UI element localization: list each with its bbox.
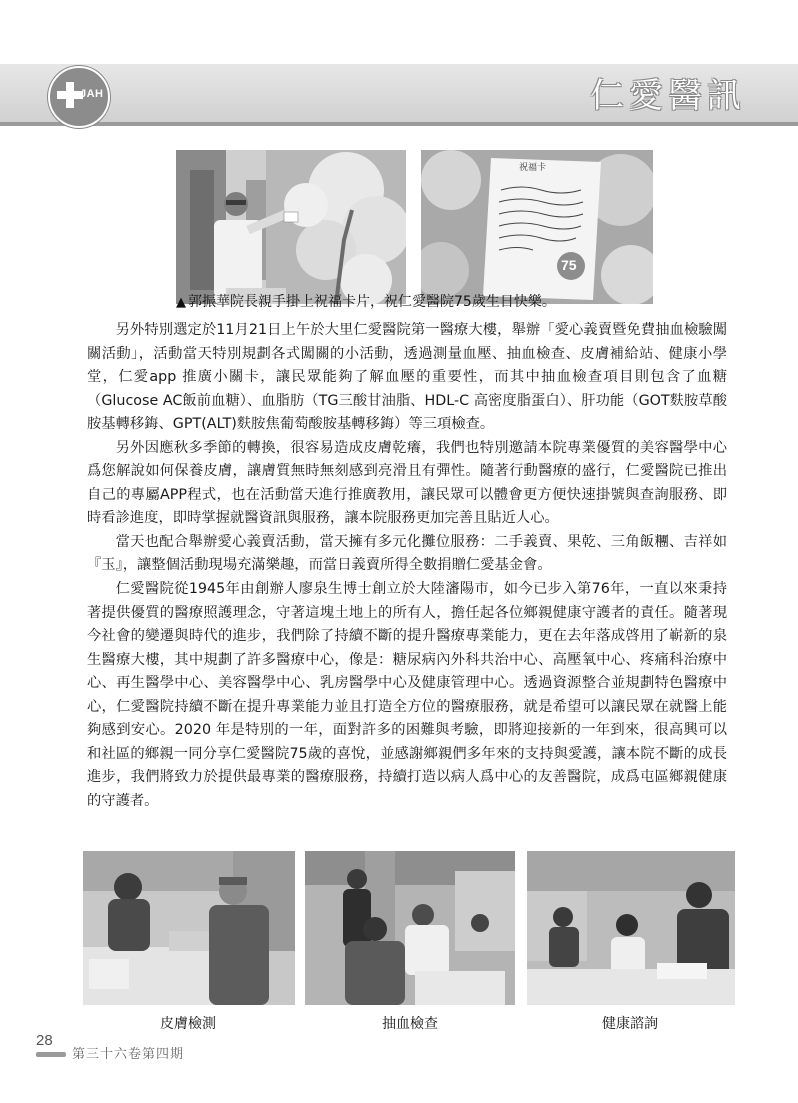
photo-blessing-card — [421, 150, 653, 304]
caption-skin-test: 皮膚檢測 — [160, 1016, 216, 1032]
top-photo-caption — [176, 291, 656, 311]
card-title: 祝福卡 — [519, 163, 547, 173]
photo-director-hanging-card — [176, 150, 406, 304]
paragraph: 仁愛醫院從1945年由創辦人廖泉生博士創立於大陸瀋陽市，如今已步入第76年，一直以來秉持著提供優質的醫療照護理念，守著這塊土地上的所有人，擔任起各位鄉親健康守護者的責任。隨著現今社會的變遷與時代的進步，我們除了持續不斷的提升醫療專業能力，更在去年落成啓用了嶄新的泉生醫療大樓，其中規劃了許多醫療中心，像是：糖尿病內外科共治中心、高壓氧中心、疼痛科治療中心、再生醫學中心、美容醫學中心、乳房醫學中心及健康管理中心。透過資源整合並規劃特色醫療中心，仁愛醫院持續不斷在提升專業能力並且打造全方位的醫療服務，就是希望可以讓民眾在就醫上能夠感到安心。2020 年是特別的一年，面對許多的困難與考驗，即將迎接新的一年到來，很高興可以和社區的鄉親一同分享仁愛醫院75歲的喜悅，並感謝鄉親們多年來的支持與愛護，讓本院不斷的成長進步，我們將致力於提供最專業的醫療服務，持續打造以病人爲中心的友善醫院，成爲屯區鄉親健康的守護者。 — [87, 581, 727, 809]
paragraph: 另外因應秋多季節的轉換，很容易造成皮膚乾癢，我們也特別邀請本院專業優質的美容醫學中心爲您解說如何保養皮膚，讓膚質無時無刻感到亮滑且有彈性。隨著行動醫療的盛行，仁愛醫院已推出自己的專屬APP程式，也在活動當天進行推廣教用，讓民眾可以體會更方便快速掛號與查詢服務、即時看診進度，即時掌握就醫資訊與服務，讓本院服務更加完善且貼近人心。 — [87, 439, 727, 527]
issue-label: 第三十六卷第四期 — [72, 1047, 185, 1062]
triangle-up-icon: ▲ — [176, 295, 186, 310]
magazine-title: 仁愛醫訊 — [590, 76, 746, 116]
page-number-bar — [36, 1052, 66, 1057]
logo-text: JAH — [80, 88, 104, 100]
paragraph: 當天也配合舉辦愛心義賣活動，當天擁有多元化攤位服務：二手義賣、果乾、三角飯糰、吉祥如『玉』，讓整個活動現場充滿樂趣，而當日義賣所得全數捐贈仁愛基金會。 — [87, 533, 727, 574]
caption-health-consult: 健康諮詢 — [602, 1016, 658, 1032]
photo-skin-test — [83, 851, 295, 1005]
page-number: 28 — [36, 1032, 53, 1049]
top-caption-text: 郭振華院長親手掛上祝福卡片，祝仁愛醫院75歲生日快樂。 — [188, 294, 556, 310]
paragraph: 另外特別選定於11月21日上午於大里仁愛醫院第一醫療大樓，舉辦「愛心義賣暨免費抽血檢驗闖關活動」，活動當天特別規劃各式闖關的小活動，透過測量血壓、抽血檢查、皮膚補給站、健康小學堂，仁愛app 推廣小關卡，讓民眾能夠了解血壓的重要性，而其中抽血檢查項目則包含了血糖（Glucose AC飯前血糖）、血脂肪（TG三酸甘油脂、HDL-C 高密度脂蛋白）、肝功能（GOT麩胺草酸胺基轉移鋂、GPT(ALT)麩胺焦葡萄酸胺基轉移鋂）等三項檢查。 — [87, 322, 727, 433]
caption-blood-draw: 抽血檢查 — [382, 1016, 438, 1032]
hospital-logo — [48, 66, 110, 128]
article-body — [87, 319, 727, 813]
card-number: 75 — [561, 257, 577, 273]
photo-health-consult — [527, 851, 735, 1005]
photo-blood-draw — [305, 851, 515, 1005]
